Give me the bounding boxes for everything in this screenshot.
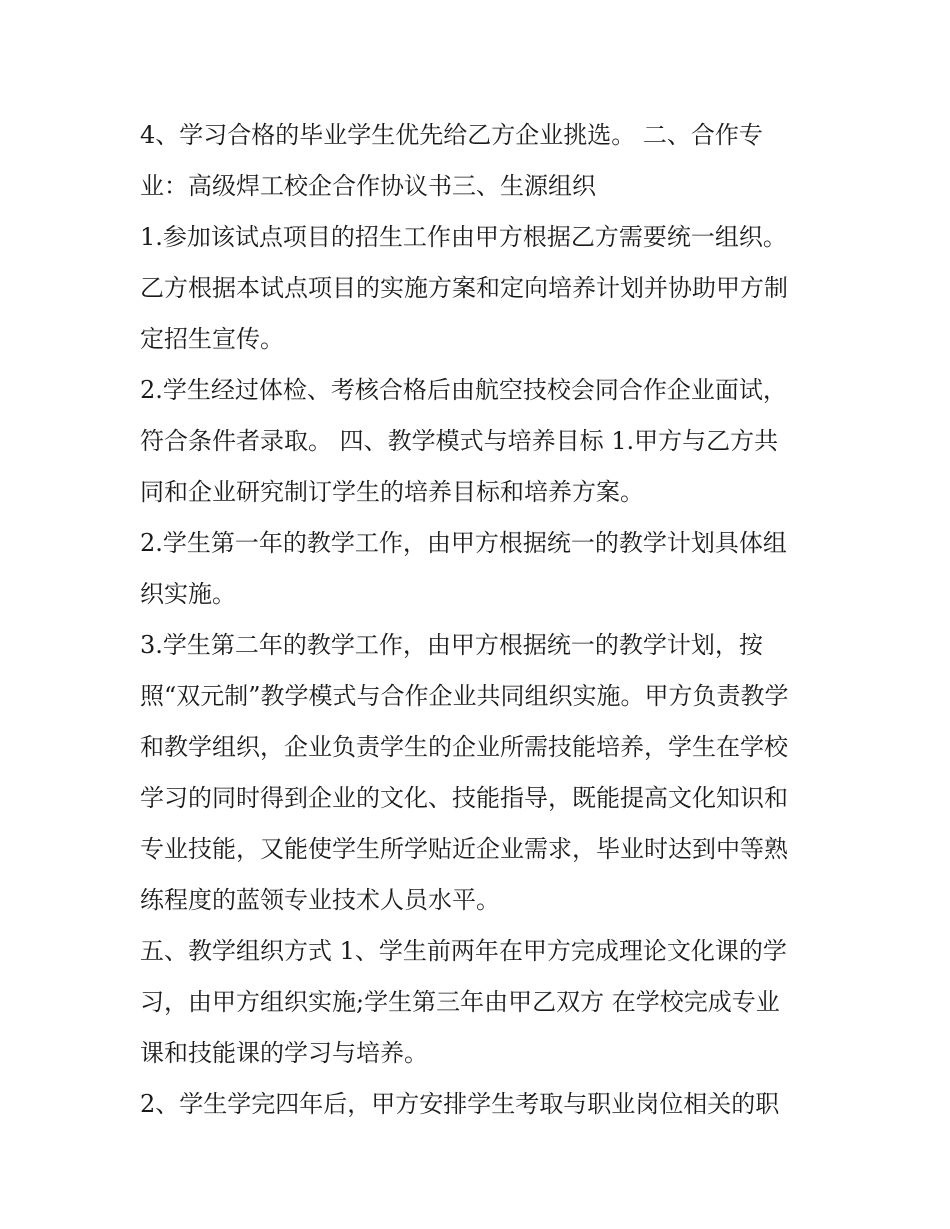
text-line: 习，由甲方组织实施;学生第三年由甲乙双方 在学校完成专业 (140, 988, 780, 1016)
document-body (140, 110, 820, 1130)
text-line: 定招生宣传。 (140, 325, 284, 353)
text-line: 乙方根据本试点项目的实施方案和定向培养计划并协助甲方制 (140, 274, 788, 302)
text-line: 2.学生经过体检、考核合格后由航空技校会同合作企业面试， (140, 376, 787, 404)
text-line: 和教学组织，企业负责学生的企业所需技能培养，学生在学校 (140, 733, 788, 761)
text-line: 学习的同时得到企业的文化、技能指导，既能提高文化知识和 (140, 784, 788, 812)
text-line: 练程度的蓝领专业技术人员水平。 (140, 886, 500, 914)
text-line: 2、学生学完四年后，甲方安排学生考取与职业岗位相关的职 (140, 1090, 780, 1118)
text-line: 照“双元制”教学模式与合作企业共同组织实施。甲方负责教学 (140, 682, 789, 710)
text-line: 2.学生第一年的教学工作，由甲方根据统一的教学计划具体组 (140, 529, 787, 557)
text-line: 课和技能课的学习与培养。 (140, 1039, 428, 1067)
text-line: 3.学生第二年的教学工作，由甲方根据统一的教学计划，按 (140, 631, 763, 659)
text-line: 织实施。 (140, 580, 236, 608)
text-line: 1.参加该试点项目的招生工作由甲方根据乙方需要统一组织。 (140, 223, 787, 251)
text-line: 五、教学组织方式 1、学生前两年在甲方完成理论文化课的学 (140, 937, 787, 965)
text-line: 业：高级焊工校企合作协议书三、生源组织 (140, 172, 596, 200)
text-line: 同和企业研究制订学生的培养目标和培养方案。 (140, 478, 644, 506)
text-line: 符合条件者录取。 四、教学模式与培养目标 1.甲方与乙方共 (140, 427, 779, 455)
text-line: 专业技能，又能使学生所学贴近企业需求，毕业时达到中等熟 (140, 835, 788, 863)
text-line: 4、学习合格的毕业学生优先给乙方企业挑选。 二、合作专 (140, 121, 763, 149)
